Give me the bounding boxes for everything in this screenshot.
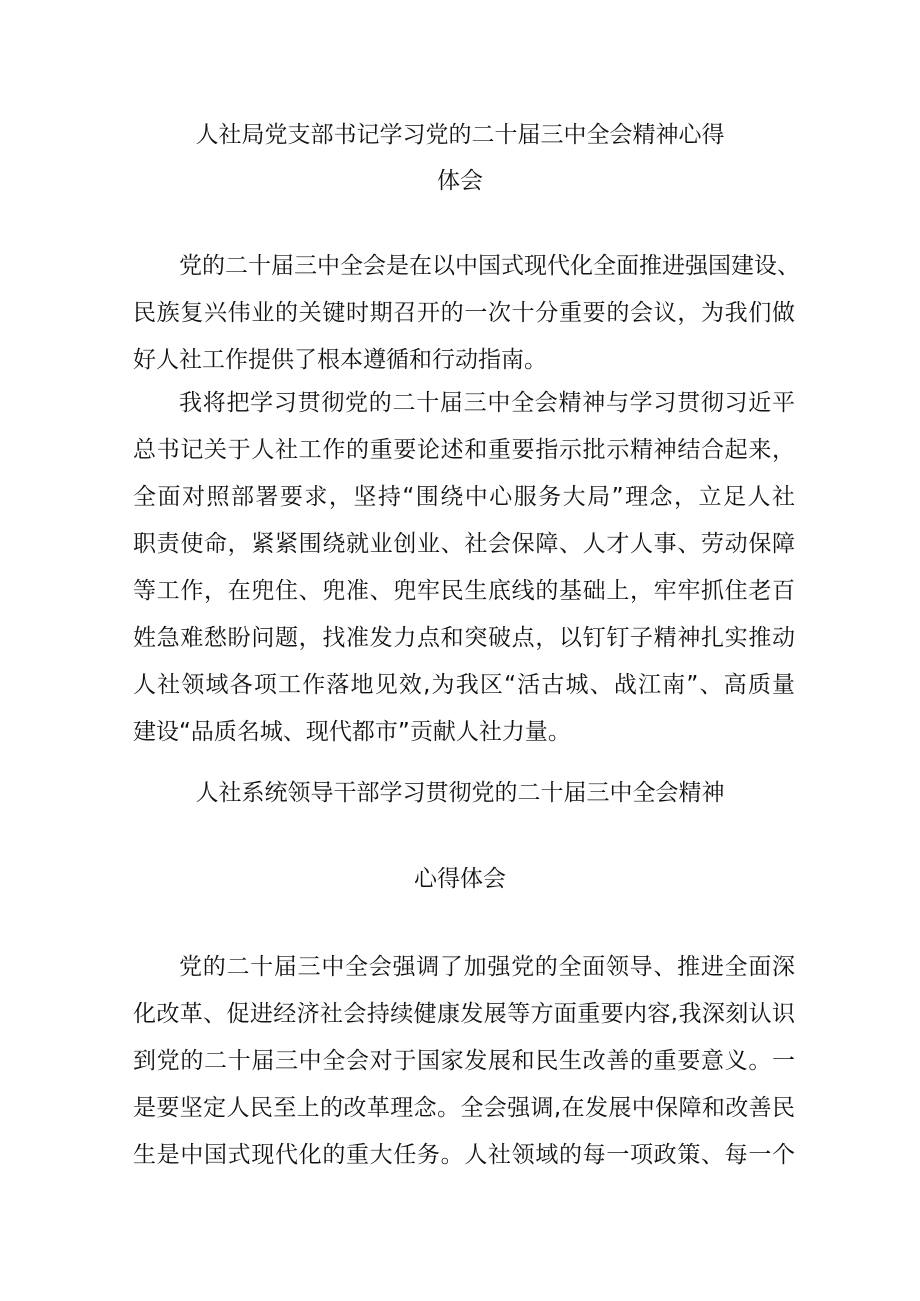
- paragraph-line: 建设“品质名城、现代都市”贡献人社力量。: [133, 719, 571, 745]
- paragraph-line: 职责使命，紧紧围绕就业创业、社会保障、人才人事、劳动保障: [133, 531, 795, 557]
- paragraph-line: 党的二十届三中全会是在以中国式现代化全面推进强国建设、: [179, 253, 800, 279]
- section1-title-line2: 体会: [437, 168, 483, 194]
- paragraph-line: 姓急难愁盼问题，找准发力点和突破点，以钉钉子精神扎实推动: [133, 625, 795, 651]
- paragraph-line: 好人社工作提供了根本遵循和行动指南。: [133, 347, 547, 373]
- section2-paragraph-1: [133, 944, 795, 1179]
- paragraph-line: 到党的二十届三中全会对于国家发展和民生改善的重要意义。一: [133, 1048, 795, 1074]
- paragraph-line: 我将把学习贯彻党的二十届三中全会精神与学习贯彻习近平: [179, 390, 795, 416]
- paragraph-line: 是要坚定人民至上的改革理念。全会强调,在发展中保障和改善民: [133, 1095, 795, 1121]
- section2-title-line1: 人社系统领导干部学习贯彻党的二十届三中全会精神: [195, 780, 725, 806]
- paragraph-line: 等工作，在兜住、兜准、兜牢民生底线的基础上，牢牢抓住老百: [133, 578, 795, 604]
- section1-title-line1: 人社局党支部书记学习党的二十届三中全会精神心得: [195, 122, 725, 148]
- paragraph-line: 总书记关于人社工作的重要论述和重要指示批示精神结合起来，: [133, 437, 795, 463]
- paragraph-line: 党的二十届三中全会强调了加强党的全面领导、推进全面深: [179, 954, 795, 980]
- section1-paragraph-1: [133, 243, 800, 384]
- section2-title-line2: 心得体会: [414, 866, 506, 892]
- paragraph-line: 民族复兴伟业的关键时期召开的一次十分重要的会议，为我们做: [133, 300, 795, 326]
- paragraph-line: 全面对照部署要求，坚持“围绕中心服务大局”理念，立足人社: [133, 484, 795, 510]
- paragraph-line: 人社领域各项工作落地见效,为我区“活古城、战江南”、高质量: [133, 672, 795, 698]
- paragraph-line: 生是中国式现代化的重大任务。人社领域的每一项政策、每一个: [133, 1142, 795, 1168]
- section1-paragraph-2: [133, 380, 795, 756]
- paragraph-line: 化改革、促进经济社会持续健康发展等方面重要内容,我深刻认识: [133, 1001, 795, 1027]
